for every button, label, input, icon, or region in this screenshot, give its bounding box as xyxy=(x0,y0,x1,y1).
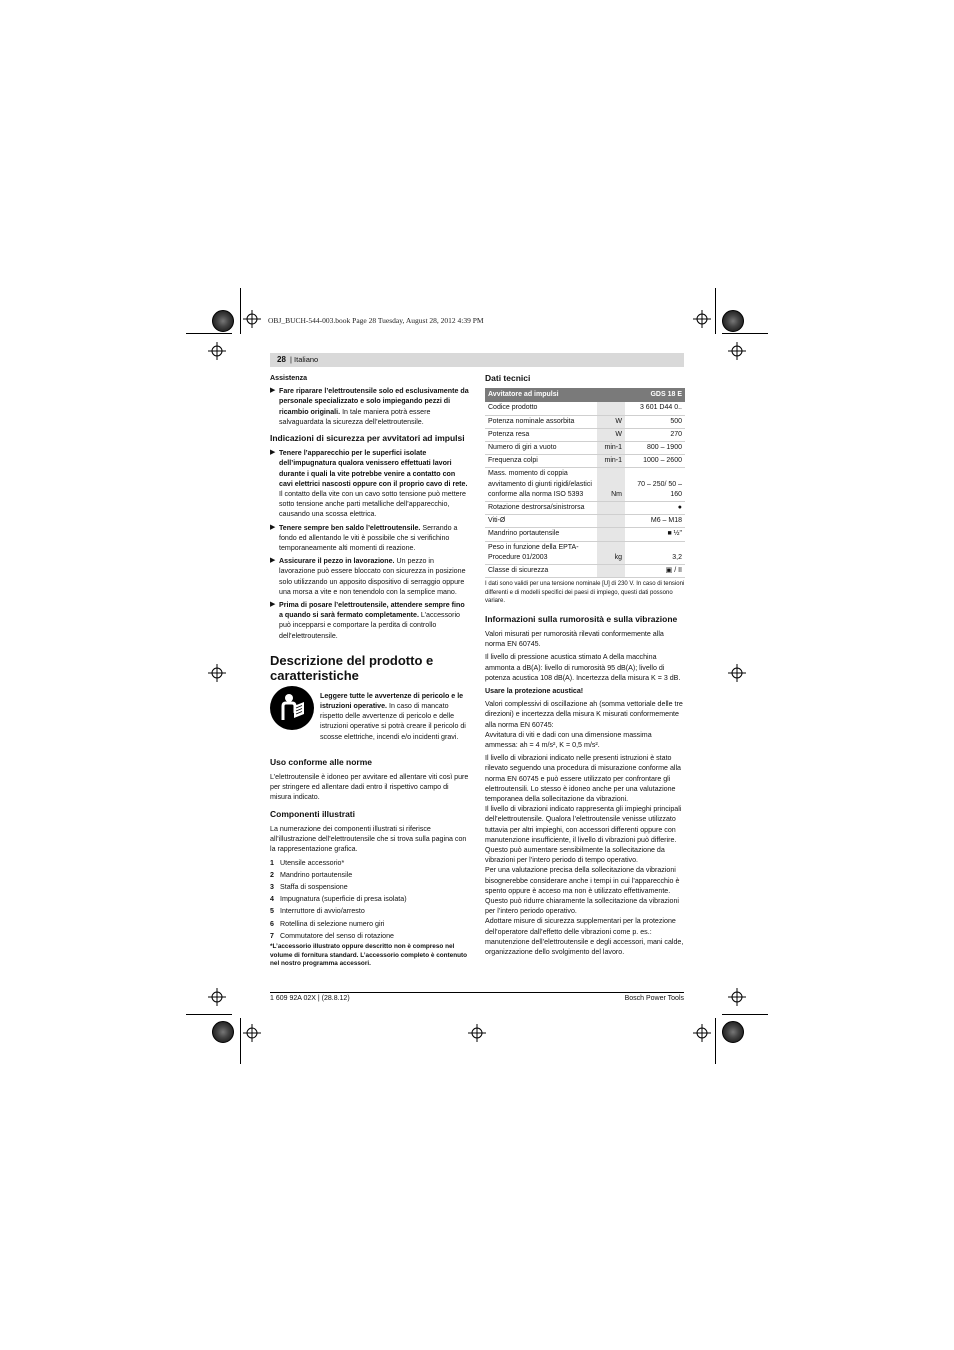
read-manual-icon xyxy=(270,686,314,730)
list-item: 1 Utensile accessorio* xyxy=(270,858,345,867)
componenti-note: *L’accessorio illustrato oppure descritto non è compreso nel volume di fornitura standard. L’accessorio completo è contenuto nel nostro programma accessori. xyxy=(270,942,468,968)
page-number: 28 xyxy=(277,355,286,364)
page-header-bar xyxy=(270,353,684,367)
list-item: 7 Commutatore del senso di rotazione xyxy=(270,931,394,940)
table-row: Numero di giri a vuoto min-1 800 – 1900 xyxy=(485,442,685,455)
print-slug: OBJ_BUCH-544-003.book Page 28 Tuesday, August 28, 2012 4:39 PM xyxy=(268,316,484,325)
table-row: Codice prodotto 3 601 D44 0.. xyxy=(485,402,685,415)
crosshair-icon xyxy=(693,310,711,328)
crosshair-icon xyxy=(243,310,261,328)
list-item: 4 Impugnatura (superficie di presa isolata) xyxy=(270,895,407,904)
safety-item: ▶ Tenere l’apparecchio per le superfici isolate dell’impugnatura qualora venissero effettuati lavori durante i quali la vite potrebbe venire a contatto con cavi elettrici nascosti oppure con il proprio cavo di rete. Il contatto della vite con un cavo sotto tensione può mettere sotto tensione anche parti metalliche dell’apparecchio, causando una scossa elettrica. xyxy=(270,449,468,519)
spec-table xyxy=(485,388,685,578)
bullet-triangle-icon: ▶ xyxy=(270,601,276,609)
component-list xyxy=(270,858,469,941)
componenti-text: La numerazione dei componenti illustrati si riferisce all’illustrazione dell’elettroutensile che si trova sulla pagina con la rappresentazione grafica. xyxy=(270,824,467,854)
vibration-paragraph: Valori complessivi di oscillazione ah (somma vettoriale delle tre direzioni) e incertezza della misura K misurati conformemente alla norma EN 60745: xyxy=(485,700,683,729)
crosshair-icon xyxy=(693,1024,711,1042)
registration-disc-icon xyxy=(722,1021,744,1043)
table-note: I dati sono validi per una tensione nominale [U] di 230 V. In caso di tensioni differenti e di modelli specifici dei paesi di impiego, questi dati possono variare. xyxy=(485,581,685,605)
crosshair-icon xyxy=(208,664,226,682)
safety-title: Indicazioni di sicurezza per avvitatori ad impulsi xyxy=(270,433,465,444)
footer-rule xyxy=(270,992,684,993)
crosshair-icon xyxy=(728,664,746,682)
left-column xyxy=(270,373,469,972)
protection-warning: Usare la protezione acustica! xyxy=(485,686,584,695)
vibration-paragraph: Il livello di vibrazioni indicato rappresenta gli impieghi principali dell’elettroutensile. Qualora l’elettroutensile venisse utilizzato tuttavia per altri impieghi, con accessori differenti oppure con manutenzione insufficiente, il livello di vibrazioni può differire. Questo può aumentare sensibilmente la sollecitazione da vibrazioni per l’intero periodo di tempo operativo. xyxy=(485,805,682,865)
table-header xyxy=(485,388,685,402)
read-instructions-block: Leggere tutte le avvertenze di pericolo e le istruzioni operative. In caso di mancato rispetto delle avvertenze di pericolo e delle istruzioni operative si potrà creare il pericolo di scosse elettriche, incendi e/o incidenti gravi. xyxy=(320,691,466,741)
table-row: Potenza nominale assorbita W 500 xyxy=(485,415,685,428)
crosshair-icon xyxy=(208,342,226,360)
safety-item: ▶ Prima di posare l’elettroutensile, attendere sempre fino a quando si sarà fermato completamente. L’accessorio può incepparsi e comportare la perdita di controllo dell’elettroutensile. xyxy=(270,601,465,640)
uso-text: L’elettroutensile è idoneo per avvitare ed allentare viti così pure per stringere ed allentare dadi entro il rispettivo campo di misura indicato. xyxy=(270,773,469,802)
footer-right: Bosch Power Tools xyxy=(624,995,684,1002)
table-row: Mandrino portautensile ■ ½" xyxy=(485,528,685,541)
table-row: Viti-Ø M6 – M18 xyxy=(485,515,685,528)
crosshair-icon xyxy=(208,988,226,1006)
table-row: Potenza resa W 270 xyxy=(485,428,685,441)
assistenza-item: ▶ Fare riparare l’elettroutensile solo ed esclusivamente da personale specializzato e solo impiegando pezzi di ricambio originali. In tale maniera potrà essere salvaguardata la sicurezza dell’elettroutensile. xyxy=(270,387,469,426)
safety-item: ▶ Tenere sempre ben saldo l’elettroutensile. Serrando a fondo ed allentando le viti è possibile che si verifichino temporaneamente alti momenti di reazione. xyxy=(270,523,458,553)
table-row: Mass. momento di coppia avvitamento di giunti rigidi/elastici conforme alla norma ISO 5393 Nm 70 – 250/ 50 – 160 xyxy=(485,468,685,502)
list-item: 3 Staffa di sospensione xyxy=(270,882,348,891)
registration-disc-icon xyxy=(212,310,234,332)
componenti-title: Componenti illustrati xyxy=(270,808,355,819)
right-column xyxy=(485,373,685,960)
noise-paragraph: Il livello di pressione acustica stimato A della macchina ammonta a dB(A): livello di rumorosità 95 dB(A); livello di potenza acustica 108 dB(A). Incertezza della misura K = 3 dB. xyxy=(485,653,681,682)
bullet-triangle-icon: ▶ xyxy=(270,523,276,531)
bullet-triangle-icon: ▶ xyxy=(270,449,276,457)
table-row: Rotazione destrorsa/sinistrorsa ● xyxy=(485,502,685,515)
crosshair-icon xyxy=(468,1024,486,1042)
footer-left: 1 609 92A 02X | (28.8.12) xyxy=(270,995,350,1002)
table-row: Frequenza colpi min-1 1000 – 2600 xyxy=(485,455,685,468)
crosshair-icon xyxy=(728,342,746,360)
uso-title: Uso conforme alle norme xyxy=(270,756,373,767)
bullet-triangle-icon: ▶ xyxy=(270,387,276,395)
vibration-paragraph: Avvitatura di viti e dadi con una dimensione massima ammessa: ah = 4 m/s², K = 0,5 m/s². xyxy=(485,730,652,749)
noise-paragraph: Valori misurati per rumorosità rilevati conformemente alla norma EN 60745. xyxy=(485,629,664,649)
dati-tecnici-title: Dati tecnici xyxy=(485,373,531,383)
safety-item: ▶ Assicurare il pezzo in lavorazione. Un pezzo in lavorazione può essere bloccato con sicurezza in posizione solo utilizzando un apposito dispositivo di serraggio oppure una morsa a vite e non tenendolo con la semplice mano. xyxy=(270,557,466,596)
registration-disc-icon xyxy=(212,1021,234,1043)
page-language: | Italiano xyxy=(290,355,319,364)
table-header-model: GDS 18 E xyxy=(625,388,685,402)
registration-disc-icon xyxy=(722,310,744,332)
crosshair-icon xyxy=(243,1024,261,1042)
list-item: 2 Mandrino portautensile xyxy=(270,870,353,879)
list-item: 6 Rotellina di selezione numero giri xyxy=(270,919,385,928)
assistenza-title: Assistenza xyxy=(270,374,308,382)
bullet-triangle-icon: ▶ xyxy=(270,557,276,565)
table-header-label: Avvitatore ad impulsi xyxy=(485,388,625,402)
table-row: Peso in funzione della EPTA-Procedure 01/2003 kg 3,2 xyxy=(485,541,685,564)
vibration-paragraph: Il livello di vibrazioni indicato nelle presenti istruzioni è stato rilevato seguendo una procedura di misurazione conforme alla norma EN 60745 e può essere utilizzato per confrontare gli elettroutensili. Lo stesso è idoneo anche per una valutazione temporanea della sollecitazione da vibrazioni. xyxy=(485,754,681,803)
list-item: 5 Interruttore di avvio/arresto xyxy=(270,907,365,916)
vibration-paragraph: Per una valutazione precisa della sollecitazione da vibrazioni bisognerebbe considerare anche i tempi in cui l’apparecchio è spento oppure è acceso ma non è utilizzato effettivamente. Questo può ridurre chiaramente la sollecitazione da vibrazioni per l’intero periodo operativo. xyxy=(485,866,680,916)
crosshair-icon xyxy=(728,988,746,1006)
table-row: Classe di sicurezza ▣ / II xyxy=(485,565,685,578)
noise-title: Informazioni sulla rumorosità e sulla vibrazione xyxy=(485,613,678,624)
section-title: Descrizione del prodotto e caratteristiche xyxy=(270,652,434,683)
vibration-paragraph: Adottare misure di sicurezza supplementari per la protezione dell’operatore dall’effetto delle vibrazioni come p. es.: manutenzione dell’elettroutensile e degli accessori, mani calde, organizzazione dello svolgimento del lavoro. xyxy=(485,917,684,957)
